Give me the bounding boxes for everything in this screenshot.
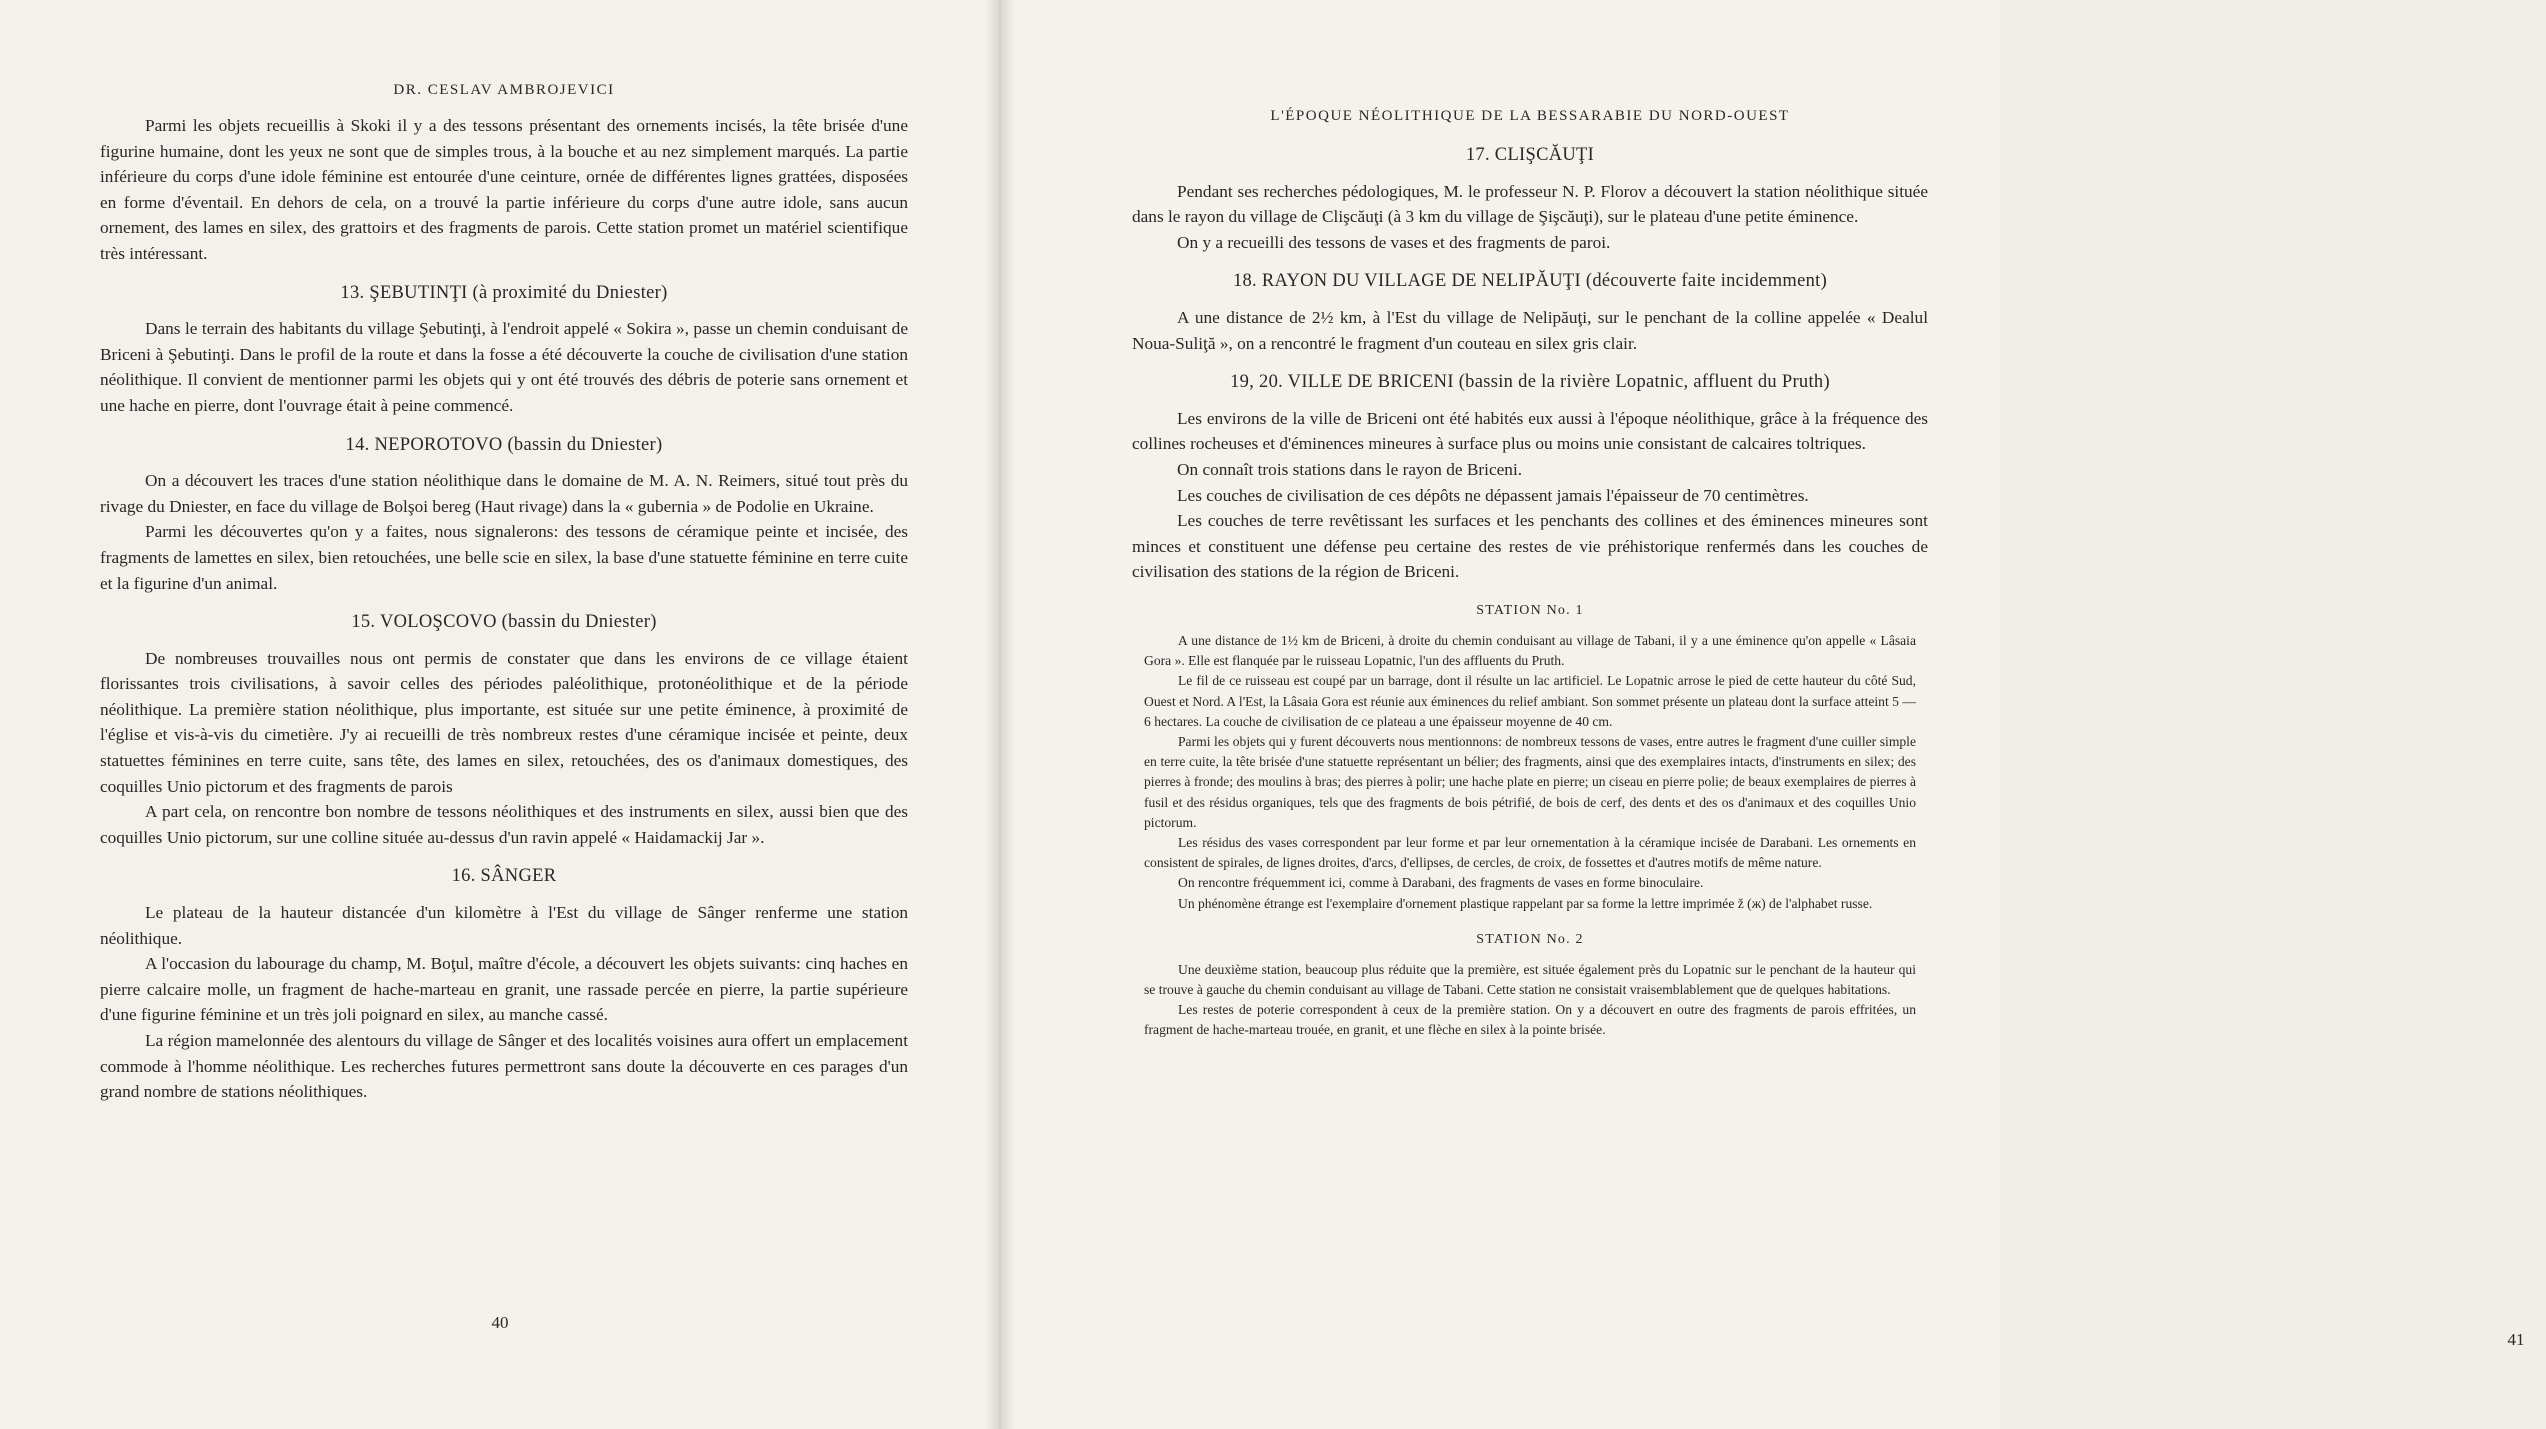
paragraph: Les résidus des vases correspondent par leur forme et par leur ornementation à la céramique incisée de Darabani. Les ornements en consistent de spirales, de lignes droites, d'arcs, d'ellipses, de cercles, de croix, de fossettes et d'autres motifs de même nature. xyxy=(1144,834,1916,871)
paragraph: Dans le terrain des habitants du village Şebutinţi, à l'endroit appelé « Sokira », passe un chemin conduisant de Briceni à Şebutinţi. Dans le profil de la route et dans la fosse a été découverte la couche de civilisation d'une station néolithique. Il convient de mentionner parmi les objets qui y ont été trouvés des débris de poterie sans ornement et une hache en pierre, dont l'ouvrage était à peine commencé. xyxy=(100,319,908,415)
paragraph: Les couches de terre revêtissant les surfaces et les penchants des collines et des éminences mineures sont minces et constituent une défense peu certaine des restes de vie préhistorique renfermés dans les couches de civilisation des stations de la région de Briceni. xyxy=(1132,511,1928,582)
paragraph: A une distance de 1½ km de Briceni, à droite du chemin conduisant au village de Tabani, il y a une éminence qu'on appelle « Lâsaia Gora ». Elle est flanquée par le ruisseau Lopatnic, l'un des affluents du Pruth. xyxy=(1144,632,1916,669)
right-page xyxy=(1000,0,2525,1429)
paragraph: A une distance de 2½ km, à l'Est du village de Nelipăuţi, sur le penchant de la colline appelée « Dealul Noua-Suliţă », on a rencontré le fragment d'un couteau en silex gris clair. xyxy=(1132,307,1928,353)
section-title-17: 17. CLIŞCĂUŢI xyxy=(1465,145,1595,165)
left-body xyxy=(100,113,908,1105)
paragraph: Parmi les objets qui y furent découverts nous mentionnons: de nombreux tessons de vases, entre autres le fragment d'une cuiller simple en terre cuite, la tête brisée d'une statuette représentant un bélier; des fragments, ainsi que des exemplaires intacts, d'instruments en silex; des pierres à fronde; des moulins à bras; des pierres à polir; une hache plate en pierre; un ciseau en pierre polie; de beaux exemplaires de pierres à fusil et des résidus organiques, tels que des fragments de bois pétrifié, de bois de cerf, des dents et des os d'animaux et des coquilles Unio pictorum. xyxy=(1144,733,1916,830)
paragraph: Les restes de poterie correspondent à ceux de la première station. On y a découvert en outre des fragments de parois effritées, un fragment de hache-marteau trouée, en granit, et une flèche en silex à la pointe brisée. xyxy=(1144,1002,1916,1038)
section-title-18: 18. RAYON DU VILLAGE DE NELIPĂUŢI (découverte faite incidemment) xyxy=(1232,271,1828,292)
paragraph: On rencontre fréquemment ici, comme à Darabani, des fragments de vases en forme binoculaire. xyxy=(1178,875,1704,891)
right-body xyxy=(1132,143,1928,585)
station-2-body xyxy=(1132,960,1928,1041)
section-title-13: 13. ŞEBUTINŢI (à proximité du Dniester) xyxy=(340,282,668,303)
paragraph: Parmi les objets recueillis à Skoki il y a des tessons présentant des ornements incisés, la tête brisée d'une figurine humaine, dont les yeux ne sont que de simples trous, à la bouche et au nez simplement marqués. La partie inférieure du corps d'une idole féminine est entourée d'une ceinture, ornée de différentes lignes grattées, disposées en forme d'éventail. En dehors de cela, on a trouvé la partie inférieure du corps d'une autre idole, sans aucun ornement, des lames en silex, des grattoirs et des fragments de parois. Cette station promet un matériel scientifique très intéressant. xyxy=(100,116,908,263)
paragraph: La région mamelonnée des alentours du village de Sânger et des localités voisines aura offert un emplacement commode à l'homme néolithique. Les recherches futures permettront sans doute la découverte en ces parages d'un grand nombre de stations néolithiques. xyxy=(100,1031,908,1102)
left-page xyxy=(0,0,1000,1429)
book-gutter-shadow xyxy=(985,0,1015,1429)
station-1-body xyxy=(1132,631,1928,914)
paragraph: Les environs de la ville de Briceni ont été habités eux aussi à l'époque néolithique, grâce à la fréquence des collines rocheuses et d'éminences mineures à surface plus ou moins unie consistant de calcaires toltriques. xyxy=(1132,408,1928,454)
paragraph: A part cela, on rencontre bon nombre de tessons néolithiques et des instruments en silex, aussi bien que des coquilles Unio pictorum, sur une colline située au-dessus d'un ravin appelé « Haidamackij Jar ». xyxy=(100,802,908,847)
paragraph: On y a recueilli des tessons de vases et des fragments de paroi. xyxy=(1177,232,1611,252)
paragraph: Un phénomène étrange est l'exemplaire d'ornement plastique rappelant par sa forme la lettre imprimée ž (ж) de l'alphabet russe. xyxy=(1178,895,1873,911)
paragraph: De nombreuses trouvailles nous ont permis de constater que dans les environs de ce village étaient florissantes trois civilisations, à savoir celles des périodes paléolithique, protonéolithique et de la période néolithique. La première station néolithique, plus importante, est située sur une petite éminence, à proximité de l'église et vis-à-vis du cimetière. J'y ai recueilli de très nombreux restes d'une céramique incisée et peinte, deux statuettes féminines en terre cuite, sans tête, des lames en silex, retouchées, des os d'animaux domestiques, des coquilles Unio pictorum et des fragments de parois xyxy=(100,648,908,796)
section-title-16: 16. SÂNGER xyxy=(451,866,557,887)
paragraph: Les couches de civilisation de ces dépôts ne dépassent jamais l'épaisseur de 70 centimètres. xyxy=(1177,485,1809,505)
left-running-head: DR. CESLAV AMBROJEVICI xyxy=(393,82,615,98)
paragraph: Pendant ses recherches pédologiques, M. le professeur N. P. Florov a découvert la station néolithique située dans le rayon du village de Clişcăuţi (à 3 km du village de Şişcăuţi), sur le plateau d'une petite éminence. xyxy=(1132,181,1928,227)
station-title-2: STATION No. 2 xyxy=(1476,931,1584,947)
paragraph: On a découvert les traces d'une station néolithique dans le domaine de M. A. N. Reimers, situé tout près du rivage du Dniester, en face du village de Bolşoi bereg (Haut rivage) dans la « gubernia » de Podolie en Ukraine. xyxy=(100,471,908,516)
paragraph: Une deuxième station, beaucoup plus réduite que la première, est située également près du Lopatnic sur le penchant de la hauteur qui se trouve à gauche du chemin conduisant au village de Tabani. Cette station ne consistait vraisemblablement que de quelques habitations. xyxy=(1144,961,1916,997)
page-number-right: 41 xyxy=(2507,1330,2525,1349)
paragraph: Le plateau de la hauteur distancée d'un kilomètre à l'Est du village de Sânger renferme une station néolithique. xyxy=(100,903,908,948)
page-number-left: 40 xyxy=(491,1313,509,1332)
right-page-column xyxy=(1132,108,1928,1041)
paragraph: Parmi les découvertes qu'on y a faites, nous signalerons: des tessons de céramique peinte et incisée, des fragments de lamettes en silex, bien retouchées, une belle scie en silex, la base d'une statuette féminine en terre cuite et la figurine d'un animal. xyxy=(100,522,908,593)
station-title-1: STATION No. 1 xyxy=(1476,602,1584,618)
section-title-19-20: 19, 20. VILLE DE BRICENI (bassin de la rivière Lopatnic, affluent du Pruth) xyxy=(1230,372,1830,393)
paragraph: A l'occasion du labourage du champ, M. Boţul, maître d'école, a découvert les objets suivants: cinq haches en pierre calcaire molle, un fragment de hache-marteau en granit, une rassade percée en pierre, la partie supérieure d'une figurine féminine et un très joli poignard en silex, au manche cassé. xyxy=(100,954,908,1025)
paragraph: On connaît trois stations dans le rayon de Briceni. xyxy=(1177,459,1523,479)
section-title-14: 14. NEPOROTOVO (bassin du Dniester) xyxy=(345,434,663,455)
section-title-15: 15. VOLOŞCOVO (bassin du Dniester) xyxy=(351,612,657,633)
paragraph: Le fil de ce ruisseau est coupé par un barrage, dont il résulte un lac artificiel. Le Lopatnic arrose le pied de cette hauteur du côté Sud, Ouest et Nord. A l'Est, la Lâsaia Gora est réunie aux éminences du relief ambiant. Son sommet présente un plateau dont la surface atteint 5 — 6 hectares. La couche de civilisation de ce plateau a une épaisseur moyenne de 40 cm. xyxy=(1144,673,1916,729)
left-page-column xyxy=(100,82,908,1105)
right-running-head: L'ÉPOQUE NÉOLITHIQUE DE LA BESSARABIE DU NORD-OUEST xyxy=(1270,108,1790,124)
